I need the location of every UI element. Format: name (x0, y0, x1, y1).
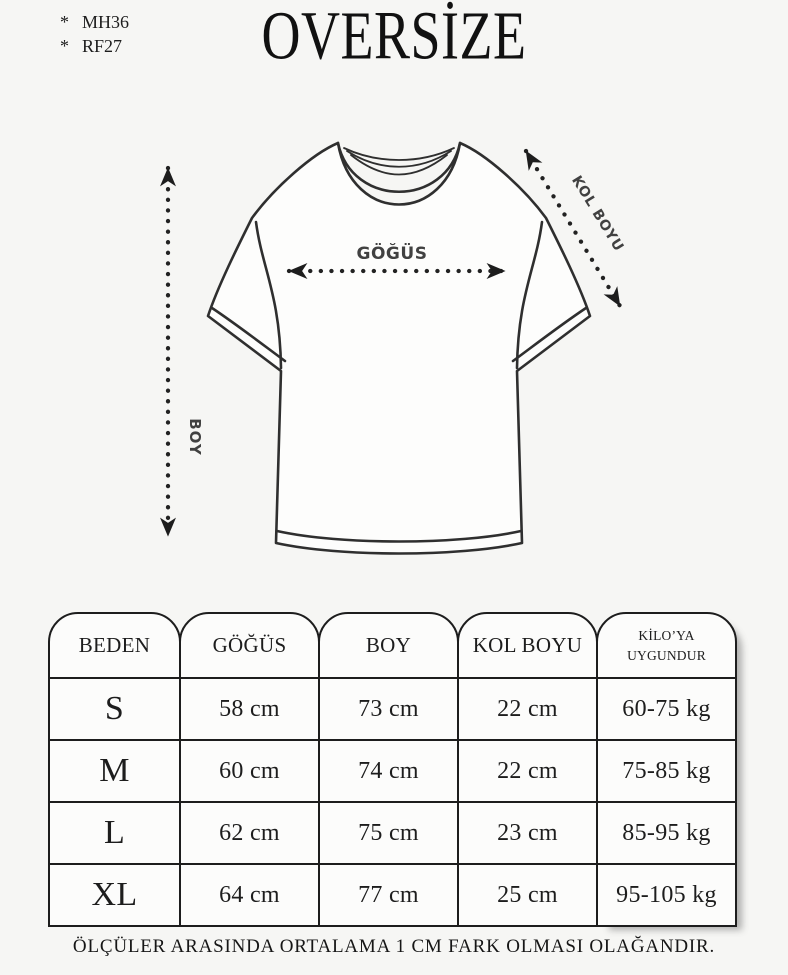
chest-cell: 64 cm (181, 863, 318, 925)
sleeve-cell: 25 cm (459, 863, 596, 925)
size-cell: XL (50, 863, 179, 925)
length-cell: 74 cm (320, 739, 457, 801)
chest-cell: 62 cm (181, 801, 318, 863)
column-header: BOY (365, 633, 412, 657)
sleeve-cell: 22 cm (459, 677, 596, 739)
sleeve-cell: 23 cm (459, 801, 596, 863)
weight-cell: 95-105 kg (598, 863, 735, 925)
column-header: GÖĞÜS (212, 633, 287, 657)
chest-label: GÖĞÜS (356, 244, 428, 264)
column-header: KİLO’YA UYGUNDUR (627, 627, 706, 663)
size-cell: S (50, 677, 179, 739)
size-table-column-kilo (596, 612, 737, 927)
tshirt-outline (208, 143, 590, 554)
product-code: RF27 (82, 36, 123, 56)
sleeve-cell: 22 cm (459, 739, 596, 801)
size-table-column-beden (48, 612, 181, 927)
chest-cell: 58 cm (181, 677, 318, 739)
collar-stripe (351, 155, 447, 175)
size-cell: M (50, 739, 179, 801)
collar-stripe (347, 151, 451, 167)
length-label: BOY (186, 418, 204, 456)
column-header: KOL BOYU (472, 633, 583, 657)
product-code: MH36 (82, 12, 130, 32)
chest-cell: 60 cm (181, 739, 318, 801)
weight-cell: 60-75 kg (598, 677, 735, 739)
size-cell: L (50, 801, 179, 863)
weight-cell: 85-95 kg (598, 801, 735, 863)
length-cell: 75 cm (320, 801, 457, 863)
column-header: BEDEN (78, 633, 151, 657)
length-cell: 77 cm (320, 863, 457, 925)
size-table-column-gogus (179, 612, 320, 927)
length-cell: 73 cm (320, 677, 457, 739)
weight-cell: 75-85 kg (598, 739, 735, 801)
asterisk-bullet: * (60, 36, 69, 56)
size-table (48, 612, 737, 927)
tshirt-drawing (208, 143, 590, 554)
asterisk-bullet: * (60, 12, 69, 32)
size-table-column-kol-boyu (457, 612, 598, 927)
page-title: OVERSİZE (261, 0, 527, 74)
sleeve-label: KOL BOYU (568, 173, 627, 255)
size-table-column-boy (318, 612, 459, 927)
footnote: ÖLÇÜLER ARASINDA ORTALAMA 1 CM FARK OLMASI OLAĞANDIR. (72, 936, 716, 957)
